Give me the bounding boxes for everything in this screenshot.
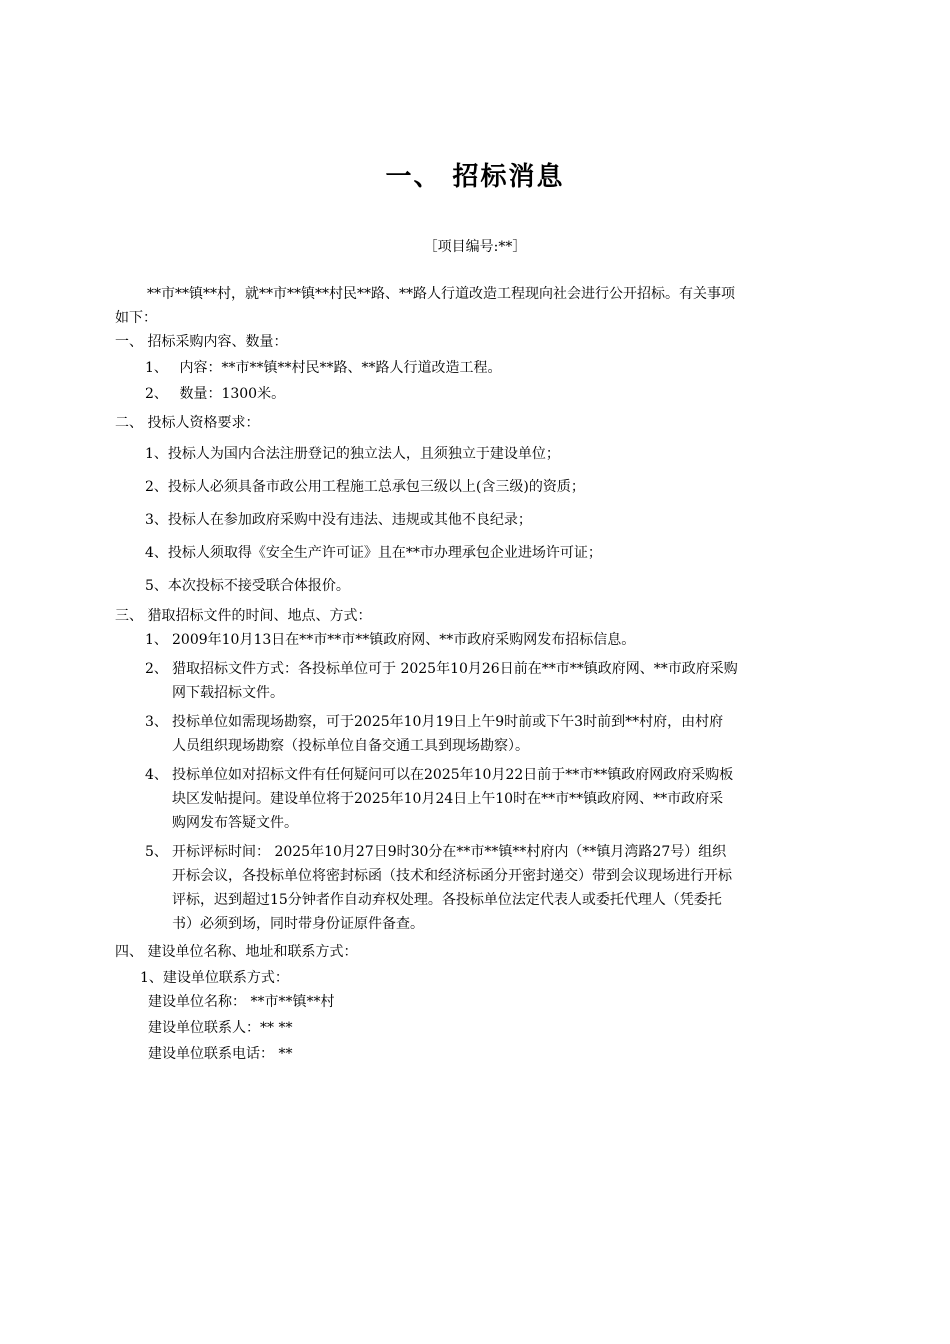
list-item-text: 块区发帖提问。建设单位将于2025年10月24日上午10时在**市**镇政府网、**市政府采 [172,791,724,807]
list-item: 5、本次投标不接受联合体报价。 [145,578,350,594]
list-item-number: 2、 [145,661,168,677]
list-item-number: 3、 [145,714,168,730]
section-heading-2: 二、 投标人资格要求： [115,415,260,431]
section-heading-1: 一、 招标采购内容、数量： [115,334,288,350]
item-number: 1、 [145,360,168,376]
item-number: 2、 [145,386,168,402]
page-title: 一、 招标消息 [385,162,565,192]
contact-person: 建设单位联系人：** ** [148,1020,293,1036]
contact-phone: 建设单位联系电话： ** [148,1046,293,1062]
list-item-number: 4、 [145,767,168,783]
list-item-text: 猎取招标文件方式：各投标单位可于 2025年10月26日前在**市**镇政府网、**市政府采购 [172,661,738,677]
list-item-text: 书）必须到场，同时带身份证原件备查。 [172,916,424,932]
list-item: 3、投标人在参加政府采购中没有违法、违规或其他不良纪录； [145,512,532,528]
contact-name: 建设单位名称： **市**镇**村 [148,994,335,1010]
list-item-text: 网下载招标文件。 [172,685,284,701]
list-item-text: 投标单位如对招标文件有任何疑问可以在2025年10月22日前于**市**镇政府网政府采购板 [172,767,734,783]
list-item: 4、投标人须取得《安全生产许可证》且在**市办理承包企业进场许可证； [145,545,602,561]
list-item-number: 5、 [145,844,168,860]
list-item [145,382,285,406]
intro-line-1: **市**镇**村，就**市**镇**村民**路、**路人行道改造工程现向社会进行公开招标。有关事项 [147,286,735,302]
item-text: 内容：**市**镇**村民**路、**路人行道改造工程。 [175,360,502,376]
list-item-text: 评标，迟到超过15分钟者作自动弃权处理。各投标单位法定代表人或委托代理人（凭委托 [172,892,722,908]
section-heading-4: 四、 建设单位名称、地址和联系方式： [115,944,358,960]
section-heading-3: 三、 猎取招标文件的时间、地点、方式： [115,608,372,624]
list-item: 1、投标人为国内合法注册登记的独立法人，且须独立于建设单位； [145,446,560,462]
project-number: ［项目编号:**］ [423,239,527,255]
list-item-text: 投标单位如需现场勘察，可于2025年10月19日上午9时前或下午3时前到**村府，由村府 [172,714,724,730]
list-item-number: 1、 [145,632,168,648]
list-item: 2、投标人必须具备市政公用工程施工总承包三级以上(含三级)的资质； [145,479,585,495]
list-item-text: 开标会议，各投标单位将密封标函（技术和经济标函分开密封递交）带到会议现场进行开标 [172,868,732,884]
contact-subheading: 1、建设单位联系方式： [140,970,289,986]
intro-line-2: 如下： [115,310,157,326]
item-text: 数量：1300米。 [175,386,286,402]
list-item-text: 2009年10月13日在**市**市**镇政府网、**市政府采购网发布招标信息。 [172,632,636,648]
list-item [145,356,501,380]
list-item-text: 开标评标时间： 2025年10月27日9时30分在**市**镇**村府内（**镇月湾路27号）组织 [172,844,727,860]
list-item-text: 人员组织现场勘察（投标单位自备交通工具到现场勘察）。 [172,738,529,754]
list-item-text: 购网发布答疑文件。 [172,815,298,831]
